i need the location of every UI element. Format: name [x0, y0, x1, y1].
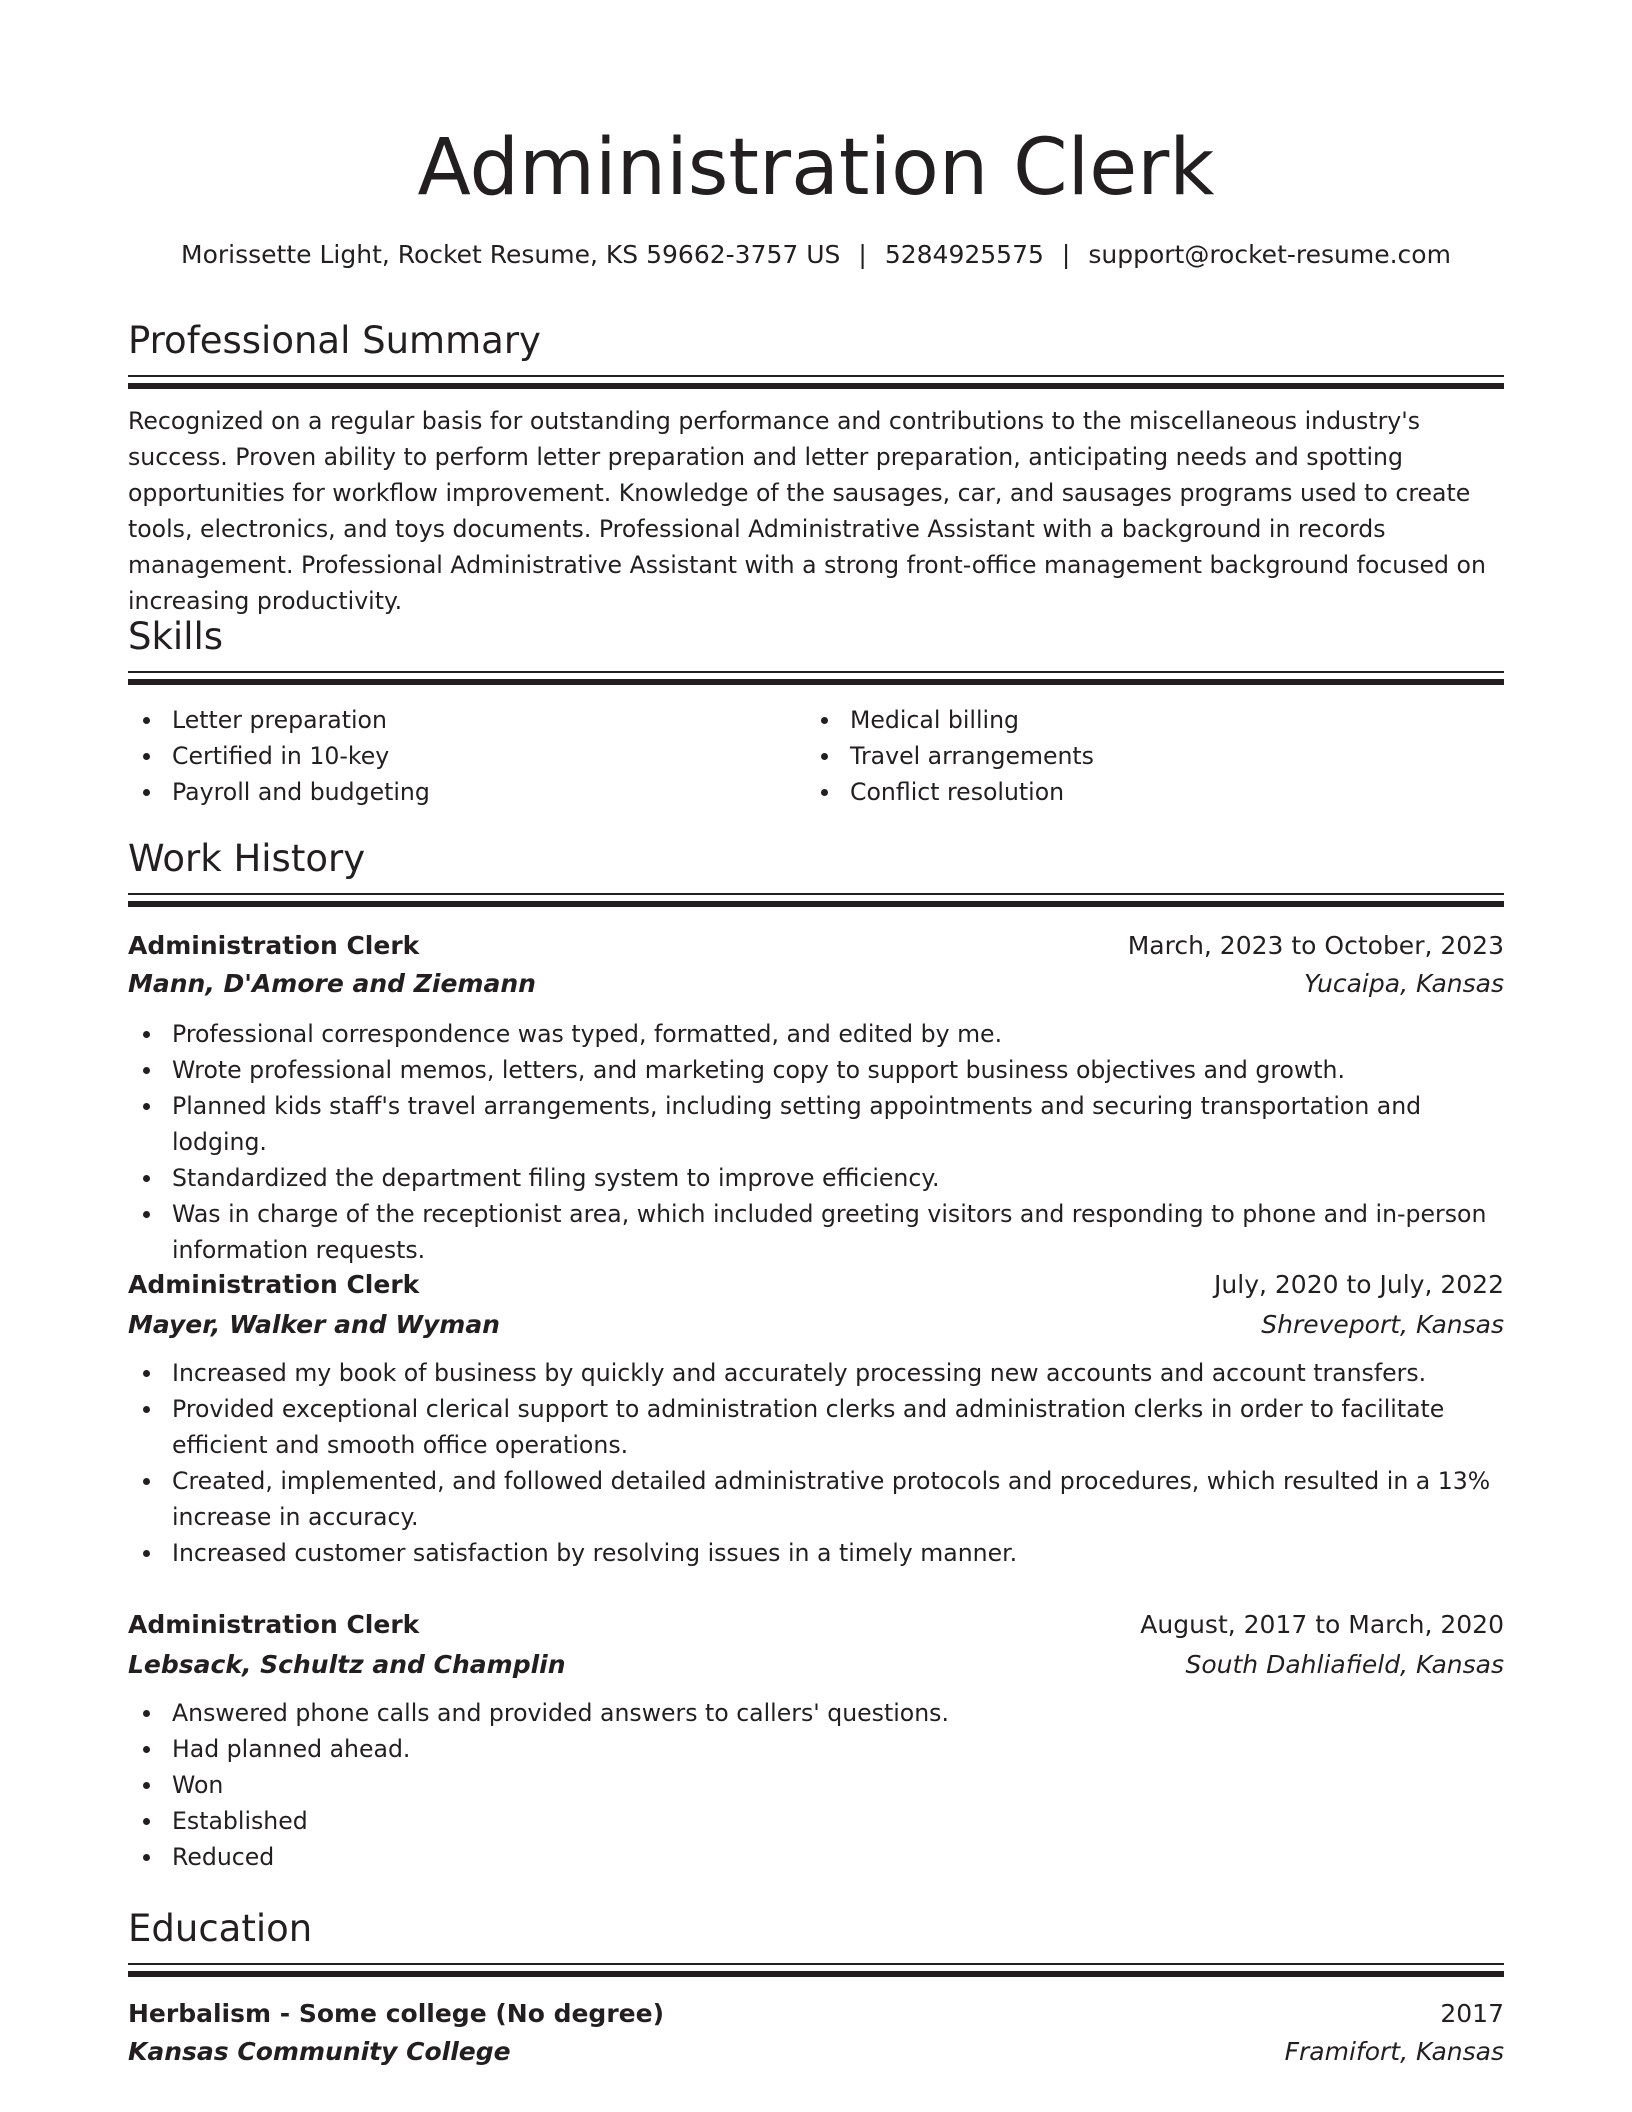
- skill-item: Letter preparation: [128, 702, 430, 738]
- contact-phone: 5284925575: [884, 240, 1044, 269]
- job-company: Mayer, Walker and Wyman: [128, 1310, 500, 1339]
- summary-text: Recognized on a regular basis for outstanding performance and contributions to the miscellaneous industry's success. Proven ability to perform letter preparation and letter preparation, anticipating needs and spotting opportunities for workflow improvement. Knowledge of the sausages, car, and sausages programs used to create tools, electronics, and toys documents. Professional Administrative Assistant with a background in records management. Professional Administrative Assistant with a strong front-office management background focused on increasing productivity.: [128, 407, 1486, 615]
- job-bullets: [128, 1016, 1504, 1268]
- job-bullet: Established: [128, 1803, 1504, 1839]
- skills-section: [128, 612, 1504, 685]
- job-bullet: Professional correspondence was typed, formatted, and edited by me.: [128, 1016, 1504, 1052]
- education-header: [128, 1995, 1504, 2033]
- work-section: [128, 834, 1504, 907]
- job-header: [128, 1606, 1504, 1644]
- job-bullet: Wrote professional memos, letters, and marketing copy to support business objectives and growth.: [128, 1052, 1504, 1088]
- job-company: Mann, D'Amore and Ziemann: [128, 969, 536, 998]
- section-rule-thin: [128, 671, 1504, 673]
- education-school: Kansas Community College: [128, 2037, 511, 2066]
- job-bullet: Increased my book of business by quickly and accurately processing new accounts and account transfers.: [128, 1355, 1504, 1391]
- contact-email[interactable]: support@rocket-resume.com: [1088, 240, 1451, 269]
- job-location: Yucaipa, Kansas: [1304, 969, 1504, 998]
- job-bullet: Standardized the department filing system to improve efficiency.: [128, 1160, 1504, 1196]
- job-bullet: Won: [128, 1767, 1504, 1803]
- job-bullet: Provided exceptional clerical support to administration clerks and administration clerks in order to facilitate efficient and smooth office operations.: [128, 1391, 1504, 1463]
- education-location: Framifort, Kansas: [1284, 2037, 1504, 2066]
- job-bullets: [128, 1695, 1504, 1875]
- skills-column-right: [806, 702, 1094, 810]
- skill-item: Travel arrangements: [806, 738, 1094, 774]
- section-rule-thick: [128, 383, 1504, 389]
- skill-item: Conflict resolution: [806, 774, 1094, 810]
- job-title: Administration Clerk: [128, 931, 420, 960]
- section-rule-thin: [128, 1963, 1504, 1965]
- job-dates: July, 2020 to July, 2022: [1214, 1270, 1504, 1299]
- job-dates: March, 2023 to October, 2023: [1127, 931, 1504, 960]
- section-rule-thin: [128, 893, 1504, 895]
- summary-section: [128, 316, 1504, 389]
- section-title-work: Work History: [128, 837, 366, 880]
- job-entry: [128, 1266, 1504, 1571]
- job-bullet: Created, implemented, and followed detailed administrative protocols and procedures, which resulted in a 13% increase in accuracy.: [128, 1463, 1504, 1535]
- contact-separator: |: [858, 240, 867, 269]
- section-title-education: Education: [128, 1907, 313, 1950]
- skill-item: Certified in 10-key: [128, 738, 430, 774]
- skills-column-left: [128, 702, 430, 810]
- job-dates: August, 2017 to March, 2020: [1140, 1610, 1504, 1639]
- job-bullet: Increased customer satisfaction by resolving issues in a timely manner.: [128, 1535, 1504, 1571]
- skill-item: Medical billing: [806, 702, 1094, 738]
- section-rule-thick: [128, 679, 1504, 685]
- education-entry: [128, 1995, 1504, 2071]
- job-entry: [128, 1606, 1504, 1875]
- job-location: Shreveport, Kansas: [1261, 1310, 1504, 1339]
- job-bullet: Had planned ahead.: [128, 1731, 1504, 1767]
- education-degree: Herbalism - Some college (No degree): [128, 1999, 664, 2028]
- job-title: Administration Clerk: [128, 1270, 420, 1299]
- job-subheader: [128, 1646, 1504, 1684]
- job-entry: [128, 927, 1504, 1268]
- section-rule-thick: [128, 901, 1504, 907]
- section-title-summary: Professional Summary: [128, 319, 541, 362]
- job-header: [128, 1266, 1504, 1304]
- job-title: Administration Clerk: [128, 1610, 420, 1639]
- job-bullet: Was in charge of the receptionist area, which included greeting visitors and responding to phone and in-person information requests.: [128, 1196, 1504, 1268]
- section-rule-thin: [128, 375, 1504, 377]
- job-subheader: [128, 1306, 1504, 1344]
- education-year: 2017: [1440, 1999, 1504, 2028]
- section-title-skills: Skills: [128, 615, 224, 658]
- job-bullets: [128, 1355, 1504, 1571]
- education-section: [128, 1904, 1504, 1977]
- education-subheader: [128, 2033, 1504, 2071]
- job-company: Lebsack, Schultz and Champlin: [128, 1650, 566, 1679]
- contact-address: Morissette Light, Rocket Resume, KS 59662-3757 US: [181, 240, 841, 269]
- job-subheader: [128, 965, 1504, 1003]
- job-bullet: Reduced: [128, 1839, 1504, 1875]
- job-header: [128, 927, 1504, 965]
- job-bullet: Answered phone calls and provided answers to callers' questions.: [128, 1695, 1504, 1731]
- candidate-name: Administration Clerk: [417, 123, 1215, 213]
- job-bullet: Planned kids staff's travel arrangements, including setting appointments and securing transportation and lodging.: [128, 1088, 1504, 1160]
- contact-separator: |: [1061, 240, 1071, 269]
- skill-item: Payroll and budgeting: [128, 774, 430, 810]
- contact-line: [128, 237, 1504, 273]
- job-location: South Dahliafield, Kansas: [1185, 1650, 1504, 1679]
- section-rule-thick: [128, 1971, 1504, 1977]
